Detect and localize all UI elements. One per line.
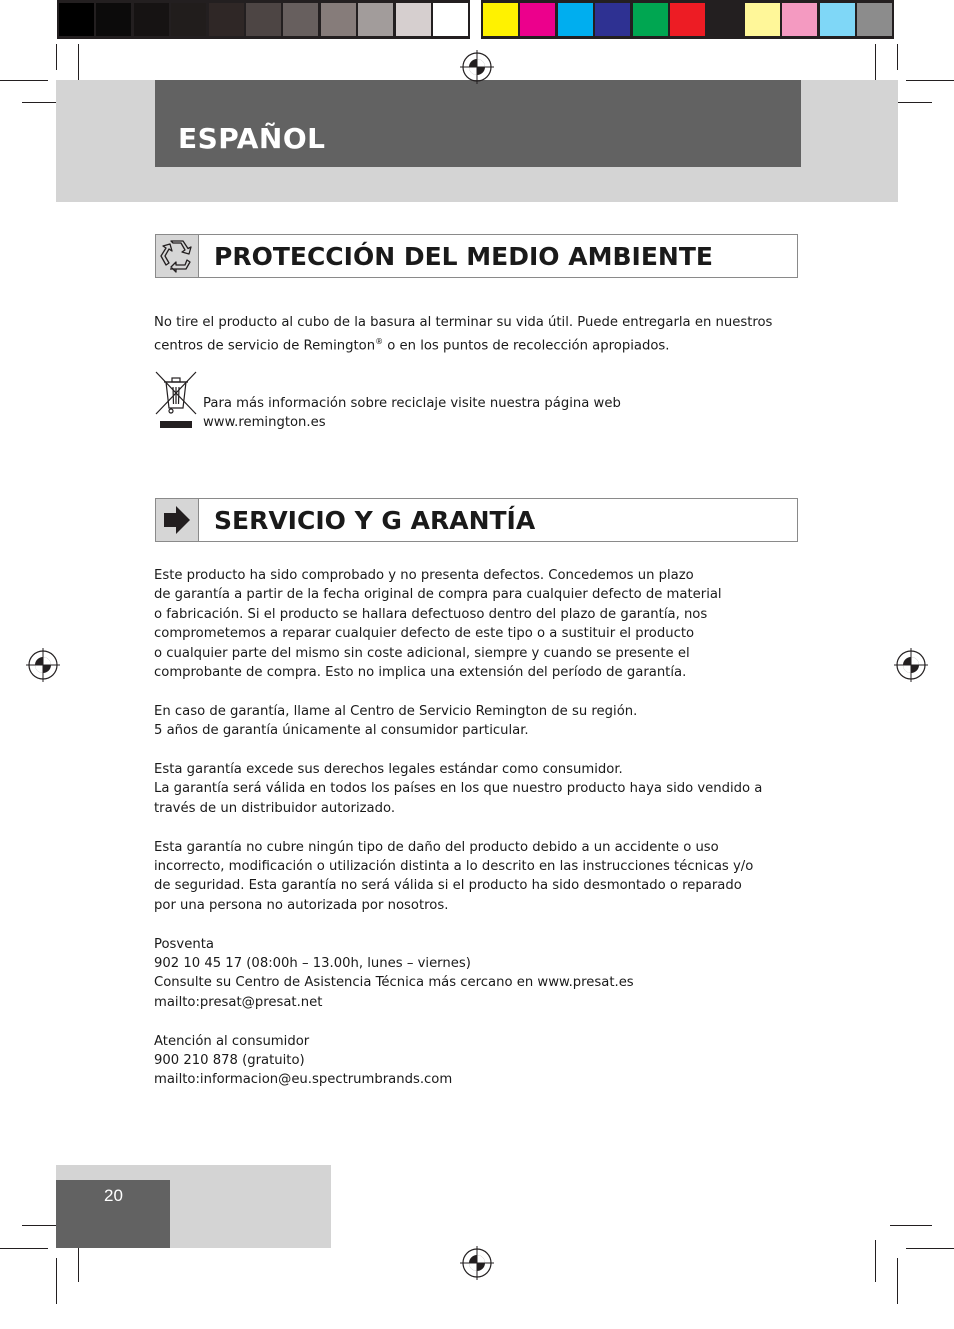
crop-mark xyxy=(0,80,48,81)
crop-mark xyxy=(897,44,898,70)
service-text-line: comprobante de compra. Esto no implica una extensión del período de garantía. xyxy=(154,665,687,681)
color-swatch xyxy=(321,3,356,36)
recycle-icon xyxy=(156,235,198,277)
color-swatch xyxy=(358,3,393,36)
service-paragraph xyxy=(154,760,804,818)
color-swatch xyxy=(209,3,244,36)
registration-mark-icon xyxy=(894,648,928,682)
service-paragraph xyxy=(154,566,804,682)
process-color-swatches xyxy=(481,0,894,39)
service-text-line: 5 años de garantía únicamente al consumidor particular. xyxy=(154,723,529,739)
crop-mark xyxy=(875,1240,876,1282)
color-swatch xyxy=(595,3,630,36)
service-text-line: o fabricación. Si el producto se hallara defectuoso dentro del plazo de garantía, nos xyxy=(154,606,708,622)
color-swatch xyxy=(745,3,780,36)
crossed-bin-icon xyxy=(154,370,198,432)
environment-text-fragment: o en los puntos de recolección apropiados. xyxy=(383,338,670,354)
service-text-line: de garantía a partir de la fecha original de compra para cualquier defecto de material xyxy=(154,587,722,603)
service-paragraph xyxy=(154,1032,804,1090)
service-text-line[interactable]: Consulte su Centro de Asistencia Técnica más cercano en www.presat.es xyxy=(154,975,634,991)
color-swatch xyxy=(246,3,281,36)
crop-mark xyxy=(56,1258,57,1304)
arrow-right-icon xyxy=(156,499,198,541)
crop-mark xyxy=(56,44,57,70)
color-swatch xyxy=(820,3,855,36)
service-text-line: comprometemos a reparar cualquier defecto de este tipo o a sustituir el producto xyxy=(154,626,695,642)
color-swatch xyxy=(433,3,468,36)
recycling-info-line: Para más información sobre reciclaje visite nuestra página web xyxy=(203,396,621,411)
environment-section-header xyxy=(155,234,798,278)
color-swatch xyxy=(670,3,705,36)
color-swatch xyxy=(558,3,593,36)
environment-text-line: No tire el producto al cubo de la basura al terminar su vida útil. Puede entregarla en nuestros xyxy=(154,315,773,330)
service-section-header xyxy=(155,498,798,542)
color-swatch xyxy=(483,3,518,36)
dark-color-swatches xyxy=(57,0,470,39)
color-swatch xyxy=(96,3,131,36)
service-text-line: por una persona no autorizada por nosotros. xyxy=(154,897,449,913)
environment-text-fragment: centros de servicio de Remington xyxy=(154,338,376,354)
service-paragraph xyxy=(154,935,804,1013)
service-text-line: Esta garantía excede sus derechos legales estándar como consumidor. xyxy=(154,762,623,778)
registration-mark-icon xyxy=(460,50,494,84)
registration-mark-icon xyxy=(460,1246,494,1280)
service-text-line: 900 210 878 (gratuito) xyxy=(154,1053,305,1069)
service-text-line: incorrecto, modificación o utilización distinta a lo descrito en las instrucciones técnicas y/o xyxy=(154,859,754,875)
color-swatch xyxy=(283,3,318,36)
environment-paragraph xyxy=(154,313,804,356)
color-swatch xyxy=(171,3,206,36)
recycling-info-link[interactable]: www.remington.es xyxy=(203,415,326,431)
color-swatch xyxy=(633,3,668,36)
service-section-title: SERVICIO Y G ARANTÍA xyxy=(214,506,536,535)
service-text-line: o cualquier parte del mismo sin coste adicional, siempre y cuando se presente el xyxy=(154,645,690,661)
page-number: 20 xyxy=(104,1186,123,1205)
color-swatch xyxy=(520,3,555,36)
service-text-line: de seguridad. Esta garantía no será válida si el producto ha sido desmontado o reparado xyxy=(154,878,742,894)
service-text-line: través de un distribuidor autorizado. xyxy=(154,800,396,816)
crop-mark xyxy=(0,1248,48,1249)
registration-mark-icon xyxy=(26,648,60,682)
service-text-line: Atención al consumidor xyxy=(154,1033,310,1049)
crop-mark xyxy=(906,1248,954,1249)
service-text-line[interactable]: mailto:presat@presat.net xyxy=(154,994,323,1010)
registered-mark: ® xyxy=(375,337,384,347)
environment-text-line xyxy=(154,332,804,356)
service-text-line: En caso de garantía, llame al Centro de Servicio Remington de su región. xyxy=(154,703,638,719)
color-swatch xyxy=(707,3,742,36)
color-swatch xyxy=(782,3,817,36)
service-paragraph xyxy=(154,838,804,916)
service-text-line: Posventa xyxy=(154,936,214,952)
color-swatch xyxy=(857,3,892,36)
service-text-line: Este producto ha sido comprobado y no presenta defectos. Concedemos un plazo xyxy=(154,568,694,583)
color-swatch xyxy=(59,3,94,36)
service-paragraph xyxy=(154,702,804,741)
language-title: ESPAÑOL xyxy=(178,122,326,155)
environment-icon-box xyxy=(156,235,199,277)
crop-mark xyxy=(897,1258,898,1304)
color-swatch xyxy=(396,3,431,36)
service-text-line: La garantía será válida en todos los países en los que nuestro producto haya sido vendido a xyxy=(154,781,763,797)
service-body xyxy=(154,566,804,1109)
crop-mark xyxy=(890,1225,932,1226)
service-text-line: 902 10 45 17 (08:00h – 13.00h, lunes – viernes) xyxy=(154,956,471,972)
service-icon-box xyxy=(156,499,199,541)
color-swatch xyxy=(134,3,169,36)
service-text-line[interactable]: mailto:informacion@eu.spectrumbrands.com xyxy=(154,1072,453,1088)
environment-section-title: PROTECCIÓN DEL MEDIO AMBIENTE xyxy=(214,242,713,271)
crop-mark xyxy=(906,80,954,81)
recycling-info xyxy=(203,394,853,433)
service-text-line: Esta garantía no cubre ningún tipo de daño del producto debido a un accidente o uso xyxy=(154,839,719,855)
